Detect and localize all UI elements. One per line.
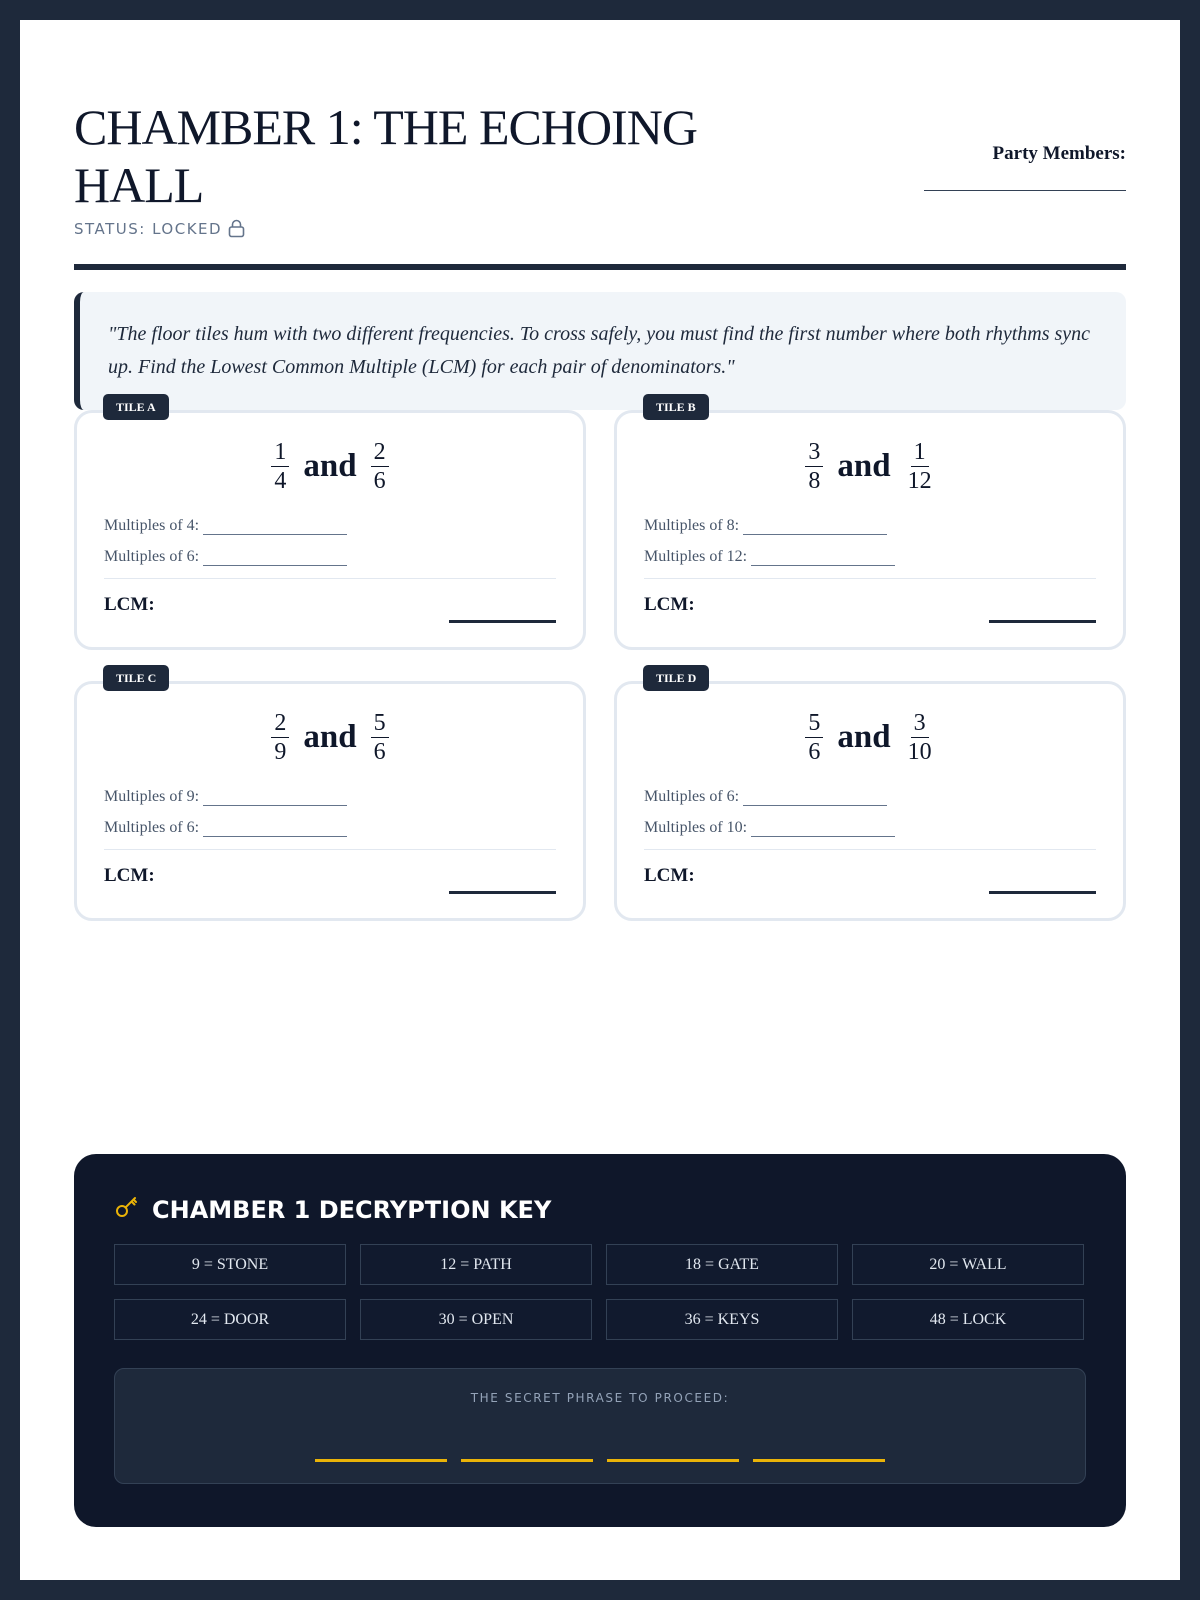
tile-d <box>614 671 1126 921</box>
multiples-row <box>104 819 347 837</box>
conjunction: and <box>303 719 357 755</box>
tile-badge: TILE D <box>643 665 709 691</box>
key-icon <box>114 1194 140 1226</box>
status-text: STATUS: LOCKED <box>74 219 223 238</box>
multiples-label: Multiples of 6: <box>104 548 200 565</box>
multiples-label: Multiples of 6: <box>104 819 200 836</box>
tile-c <box>74 671 586 921</box>
numerator: 2 <box>271 710 289 738</box>
conjunction: and <box>837 448 891 484</box>
key-entry: 48 = LOCK <box>852 1299 1084 1340</box>
fraction <box>805 439 823 494</box>
multiples-row <box>644 788 887 806</box>
lcm-answer-blank[interactable] <box>449 891 556 894</box>
divider <box>644 849 1096 850</box>
numerator: 3 <box>805 439 823 467</box>
phrase-word-blank[interactable] <box>607 1459 739 1462</box>
tile-badge: TILE A <box>103 394 169 420</box>
denominator: 4 <box>274 468 287 494</box>
denominator: 8 <box>808 468 821 494</box>
phrase-word-blank[interactable] <box>461 1459 593 1462</box>
page-title: CHAMBER 1: THE ECHOING HALL <box>74 99 697 213</box>
fraction-pair <box>617 710 1123 765</box>
tile-a <box>74 400 586 650</box>
party-members-label: Party Members: <box>992 143 1126 164</box>
denominator: 12 <box>907 468 932 494</box>
multiples-blank[interactable] <box>203 552 347 566</box>
worksheet-page <box>20 20 1180 1580</box>
multiples-blank[interactable] <box>203 792 347 806</box>
multiples-label: Multiples of 10: <box>644 819 748 836</box>
numerator: 5 <box>805 710 823 738</box>
lock-icon <box>228 219 245 238</box>
secret-phrase-label: THE SECRET PHRASE TO PROCEED: <box>470 1391 730 1405</box>
numerator: 3 <box>911 710 929 738</box>
intro-quote: "The floor tiles hum with two different frequencies. To cross safely, you must find the first number where both rhythms sync up. Find the Lowest Common Multiple (LCM) for each pair of denominators." <box>74 292 1126 410</box>
key-entry: 20 = WALL <box>852 1244 1084 1285</box>
tile-badge: TILE B <box>643 394 709 420</box>
fraction <box>805 710 823 765</box>
key-entry: 24 = DOOR <box>114 1299 346 1340</box>
divider <box>644 578 1096 579</box>
panel-title: CHAMBER 1 DECRYPTION KEY <box>152 1196 552 1224</box>
denominator: 6 <box>373 468 386 494</box>
chamber-header <box>74 98 1126 270</box>
multiples-row <box>104 548 347 566</box>
lcm-answer-blank[interactable] <box>989 891 1096 894</box>
numerator: 2 <box>371 439 389 467</box>
fraction <box>271 710 289 765</box>
decryption-key-panel <box>74 1154 1126 1527</box>
party-members-blank[interactable] <box>924 190 1126 191</box>
status-indicator <box>74 219 245 238</box>
fraction <box>271 439 289 494</box>
multiples-blank[interactable] <box>743 792 887 806</box>
multiples-blank[interactable] <box>203 823 347 837</box>
lcm-label: LCM: <box>104 865 155 886</box>
key-entry: 9 = STONE <box>114 1244 346 1285</box>
multiples-row <box>644 548 895 566</box>
numerator: 1 <box>271 439 289 467</box>
multiples-row <box>644 819 895 837</box>
multiples-blank[interactable] <box>751 552 895 566</box>
divider <box>104 578 556 579</box>
key-entry: 12 = PATH <box>360 1244 592 1285</box>
panel-header <box>114 1194 551 1226</box>
fraction-pair <box>77 439 583 494</box>
lcm-label: LCM: <box>644 865 695 886</box>
fraction-pair <box>77 710 583 765</box>
tile-b <box>614 400 1126 650</box>
secret-phrase-box <box>114 1368 1086 1484</box>
key-entry: 18 = GATE <box>606 1244 838 1285</box>
conjunction: and <box>303 448 357 484</box>
key-entry: 36 = KEYS <box>606 1299 838 1340</box>
fraction <box>371 439 389 494</box>
lcm-label: LCM: <box>644 594 695 615</box>
key-entry: 30 = OPEN <box>360 1299 592 1340</box>
lcm-answer-blank[interactable] <box>449 620 556 623</box>
lcm-answer-blank[interactable] <box>989 620 1096 623</box>
multiples-label: Multiples of 8: <box>644 517 740 534</box>
phrase-word-blank[interactable] <box>753 1459 885 1462</box>
denominator: 6 <box>373 739 386 765</box>
multiples-label: Multiples of 6: <box>644 788 740 805</box>
tile-badge: TILE C <box>103 665 169 691</box>
fraction <box>905 710 935 765</box>
multiples-label: Multiples of 12: <box>644 548 748 565</box>
denominator: 6 <box>808 739 821 765</box>
fraction-pair <box>617 439 1123 494</box>
multiples-blank[interactable] <box>743 521 887 535</box>
multiples-blank[interactable] <box>751 823 895 837</box>
denominator: 9 <box>274 739 287 765</box>
fraction <box>371 710 389 765</box>
multiples-label: Multiples of 9: <box>104 788 200 805</box>
multiples-blank[interactable] <box>203 521 347 535</box>
lcm-label: LCM: <box>104 594 155 615</box>
conjunction: and <box>837 719 891 755</box>
multiples-row <box>104 517 347 535</box>
numerator: 5 <box>371 710 389 738</box>
secret-phrase-blanks <box>115 1459 1085 1462</box>
phrase-word-blank[interactable] <box>315 1459 447 1462</box>
divider <box>104 849 556 850</box>
fraction <box>905 439 935 494</box>
multiples-label: Multiples of 4: <box>104 517 200 534</box>
multiples-row <box>644 517 887 535</box>
key-grid <box>114 1244 1086 1340</box>
denominator: 10 <box>907 739 932 765</box>
numerator: 1 <box>911 439 929 467</box>
multiples-row <box>104 788 347 806</box>
